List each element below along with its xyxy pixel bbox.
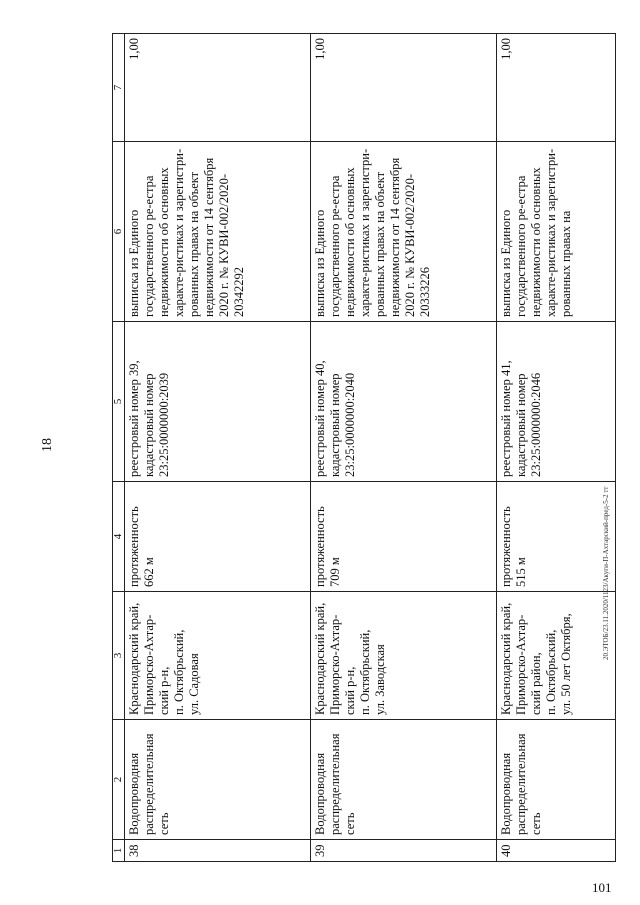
document-footer: 20.ЭТОБ/23.11.2020/1123/Акуги-П-Ахтарский-пред-5-2 тт [602, 486, 610, 660]
column-header: 3 [113, 592, 125, 720]
registry-number: реестровый номер 40, кадастровый номер 23:25:0000000:2040 [310, 322, 496, 482]
registry-number: реестровый номер 41, кадастровый номер 23:25:0000000:2046 [496, 322, 615, 482]
column-header: 2 [113, 720, 125, 840]
table-row [310, 34, 496, 862]
header-row [113, 34, 125, 862]
object-length: протяженность 709 м [310, 482, 496, 592]
object-address: Краснодарский край, Приморско-Ахтар-ский район, п. Октябрьский, ул. 50 лет Октября, [496, 592, 615, 720]
object-address: Краснодарский край, Приморско-Ахтар-ский р-н, п. Октябрьский, ул. Заводская [310, 592, 496, 720]
object-length: протяженность 515 м [496, 482, 615, 592]
page-number: 18 [40, 438, 55, 452]
object-length: протяженность 662 м [125, 482, 311, 592]
rotated-table-container [112, 34, 616, 862]
object-value: 1,00 [125, 34, 311, 142]
table-row [496, 34, 615, 862]
sheet-number: 101 [592, 880, 612, 895]
object-address: Краснодарский край, Приморско-Ахтар-ский р-н, п. Октябрьский, ул. Садовая [125, 592, 311, 720]
property-table [112, 33, 616, 862]
object-name: Водопроводная распределительная сеть [496, 720, 615, 840]
object-value: 1,00 [310, 34, 496, 142]
object-name: Водопроводная распределительная сеть [310, 720, 496, 840]
ownership-document: выписка из Единого государственного ре-естра недвижимости об основных характе-ристиках и зарегистри-рованных правах на объект недвижимости от 14 сентября 2020 г. № КУВИ-002/2020-20333226 [310, 142, 496, 322]
column-header: 1 [113, 840, 125, 862]
column-header: 5 [113, 322, 125, 482]
registry-number: реестровый номер 39, кадастровый номер 23:25:0000000:2039 [125, 322, 311, 482]
column-header: 4 [113, 482, 125, 592]
object-name: Водопроводная распределительная сеть [125, 720, 311, 840]
ownership-document: выписка из Единого государственного ре-естра недвижимости об основных характе-ристиках и зарегистри-рованных правах на объект недвижимости от 14 сентября 2020 г. № КУВИ-002/2020-20342292 [125, 142, 311, 322]
column-header: 7 [113, 34, 125, 142]
row-number: 39 [310, 840, 496, 862]
ownership-document: выписка из Единого государственного ре-естра недвижимости об основных характе-ристиках и зарегистри-рованных правах на [496, 142, 615, 322]
column-header: 6 [113, 142, 125, 322]
object-value: 1,00 [496, 34, 615, 142]
row-number: 40 [496, 840, 615, 862]
table-row [125, 34, 311, 862]
row-number: 38 [125, 840, 311, 862]
